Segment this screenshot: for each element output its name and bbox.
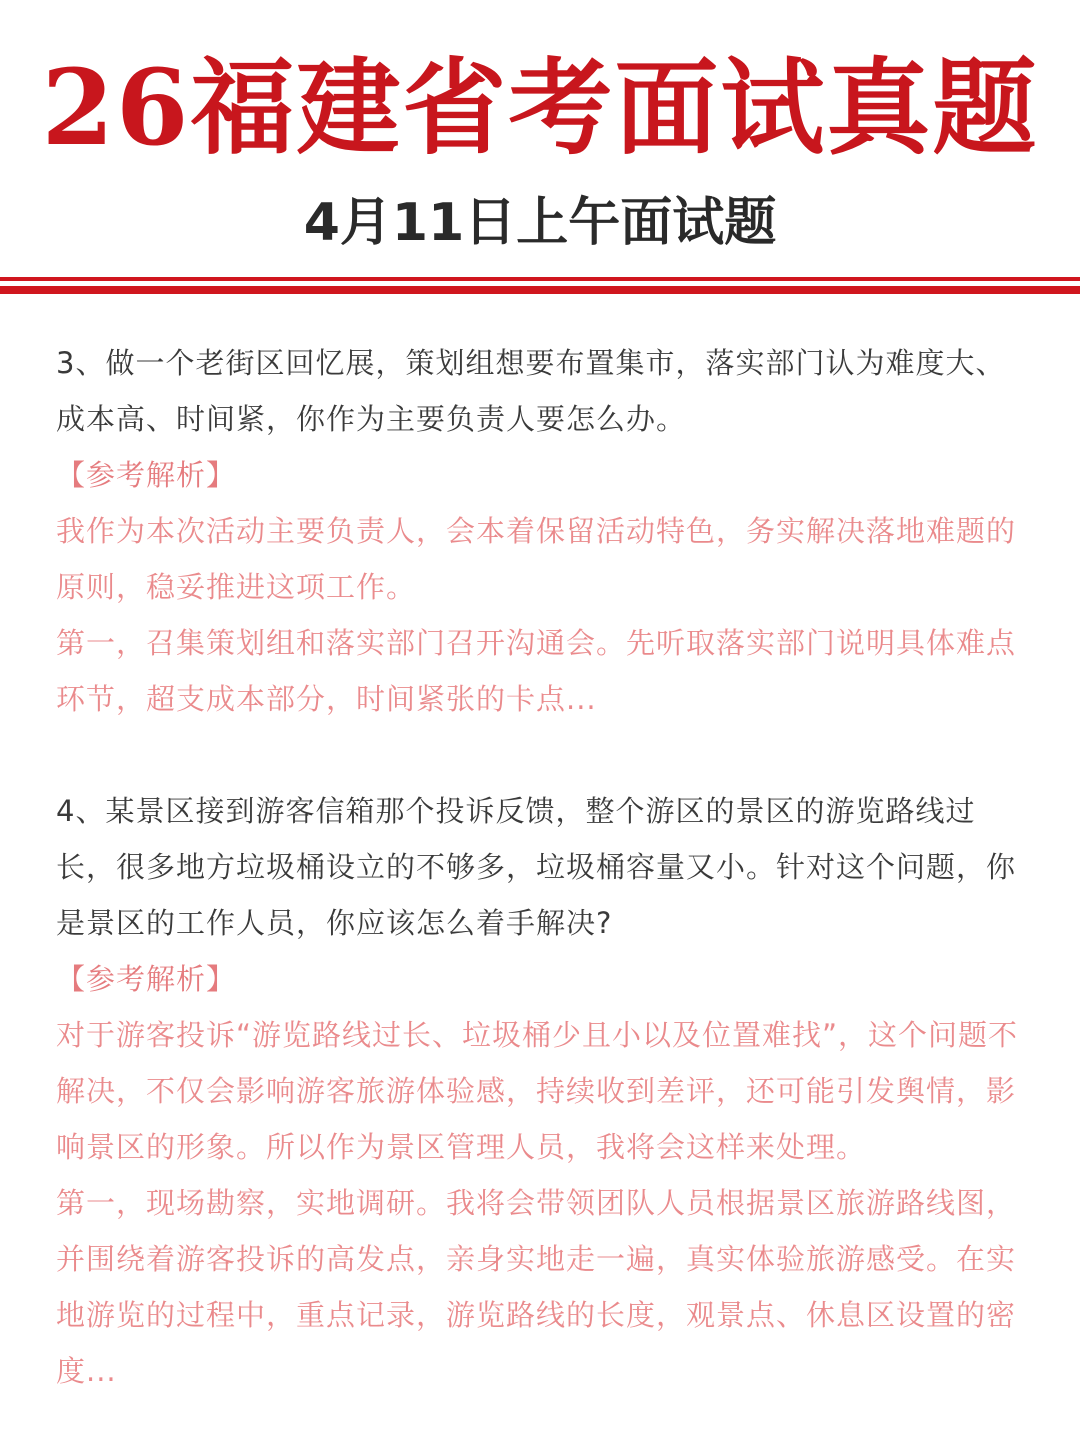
page-subtitle: 4月11日上午面试题: [303, 193, 777, 253]
question-section: [56, 335, 1028, 727]
answer-paragraph: 第一，召集策划组和落实部门召开沟通会。先听取落实部门说明具体难点环节，超支成本部分，时间紧张的卡点...: [56, 626, 1017, 716]
reference-tag: 【参考解析】: [56, 962, 237, 996]
header: [0, 0, 1080, 280]
answer-paragraph: 对于游客投诉“游览路线过长、垃圾桶少且小以及位置难找”，这个问题不解决，不仅会影响游客旅游体验感，持续收到差评，还可能引发舆情，影响景区的形象。所以作为景区管理人员，我将会这样来处理。: [56, 1018, 1019, 1164]
header-divider-thin: [0, 277, 1080, 281]
content: [56, 335, 1028, 1399]
reference-tag: 【参考解析】: [56, 458, 237, 492]
answer-paragraph: 我作为本次活动主要负责人，会本着保留活动特色，务实解决落地难题的原则，稳妥推进这项工作。: [56, 514, 1017, 604]
header-divider-thick: [0, 286, 1080, 294]
page-title: 26福建省考面试真题: [41, 46, 1039, 169]
question-section: [56, 783, 1028, 1399]
question-text: 3、做一个老街区回忆展，策划组想要布置集市，落实部门认为难度大、成本高、时间紧，你作为主要负责人要怎么办。: [56, 346, 1006, 436]
question-text: 4、某景区接到游客信箱那个投诉反馈，整个游区的景区的游览路线过长，很多地方垃圾桶设立的不够多，垃圾桶容量又小。针对这个问题，你是景区的工作人员，你应该怎么着手解决?: [56, 794, 1017, 940]
answer-paragraph: 第一，现场勘察，实地调研。我将会带领团队人员根据景区旅游路线图，并围绕着游客投诉的高发点，亲身实地走一遍，真实体验旅游感受。在实地游览的过程中，重点记录，游览路线的长度，观景点、休息区设置的密度...: [56, 1186, 1017, 1388]
